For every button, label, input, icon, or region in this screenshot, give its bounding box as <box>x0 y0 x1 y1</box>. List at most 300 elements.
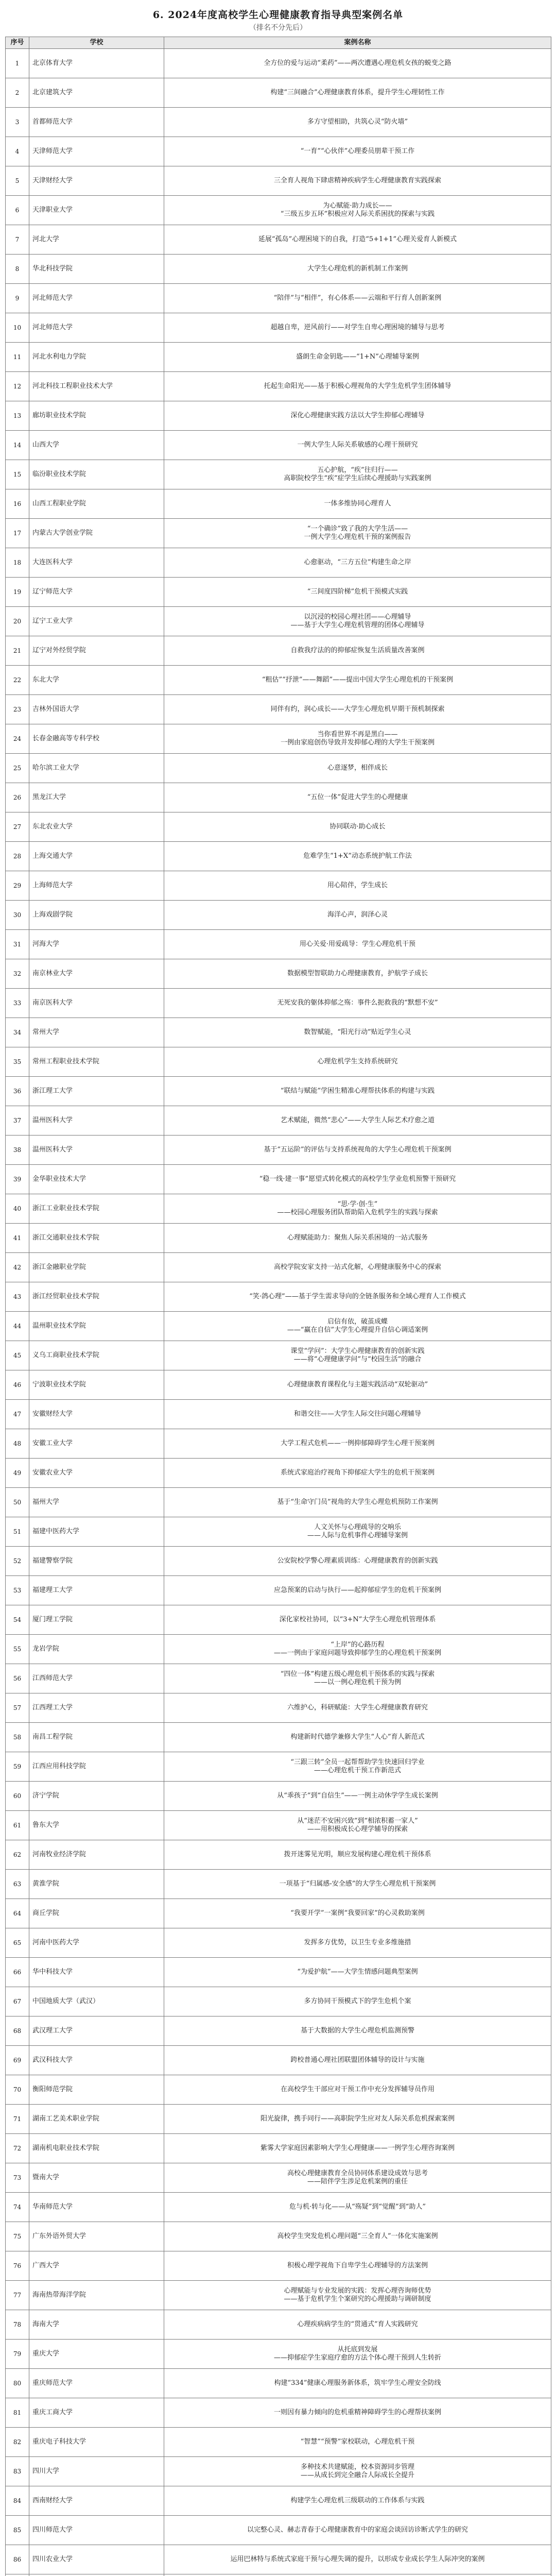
table-row <box>6 1282 551 1312</box>
row-number: 70 <box>6 2075 29 2105</box>
row-number: 5 <box>6 166 29 196</box>
case-name-line: 心理健康教育课程化与主题实践活动“双轮驱动” <box>287 1381 428 1388</box>
case-name-line: “一个确诊”致了我的大学生活—— <box>307 525 408 533</box>
row-number: 73 <box>6 2163 29 2193</box>
school-name: 长春金融高等专科学校 <box>29 724 164 754</box>
row-number: 13 <box>6 401 29 431</box>
row-number: 75 <box>6 2222 29 2251</box>
case-name-line: 启信有依，破茧成蝶 <box>327 1318 388 1326</box>
case-name <box>164 1224 551 1253</box>
case-name-line: 一例大学生人际关系敏感的心理干预研究 <box>297 441 418 449</box>
row-number: 30 <box>6 901 29 930</box>
table-row <box>6 2545 551 2574</box>
case-name-line: “上岸”的心路历程 <box>331 1641 385 1649</box>
case-name-line: 危与机·转与化——从“殇疑”到“觉醒”到“助人” <box>289 2203 426 2211</box>
case-name-line: 高职院校学生“疾”症学生后续心理援助与实践案例 <box>284 474 431 482</box>
case-name-line: 基于“生命守门员”视角的大学生心理危机预防工作案例 <box>277 1498 438 1506</box>
case-name-line: “四位一体”构建五级心理危机干预体系的实践与探索 <box>280 1670 435 1678</box>
school-name <box>29 2574 164 2576</box>
case-name-line: 以完整心灵、赫志青春于心理健康教育中的家庭会谈回访诊断式学生的研究 <box>247 2526 468 2534</box>
header-case: 案例名称 <box>164 37 551 49</box>
row-number: 20 <box>6 607 29 636</box>
table-row <box>6 1488 551 1517</box>
case-name-line: 三全育人视角下肆虐精神疾病学生心理健康教育实践探索 <box>273 177 441 184</box>
row-number: 55 <box>6 1635 29 1664</box>
case-name-line: “粗估”“抒泄”——舞蹈”——提出中国大学生心理危机的干预案例 <box>262 676 454 684</box>
table-row <box>6 2046 551 2075</box>
case-name-line: 超越自卑，逆风前行——对学生自卑心理困境的辅导与思考 <box>270 324 445 331</box>
table-row <box>6 2486 551 2516</box>
table-row <box>6 431 551 460</box>
case-name-line: 盛朗生命金钥匙——“1+N”心理辅导案例 <box>296 353 419 361</box>
row-number: 46 <box>6 1370 29 1400</box>
row-number: 83 <box>6 2457 29 2486</box>
school-name: 重庆大学 <box>29 2340 164 2369</box>
case-name-line: “三间度四阶梯”危机干预模式实践 <box>307 588 408 596</box>
table-row <box>6 2281 551 2310</box>
case-name-line: ——抑郁症学生家庭疗愈的方法个体心理干预到人生转折 <box>273 2354 441 2362</box>
case-name <box>164 901 551 930</box>
case-name-line: ——人际与危机事件心理辅导案例 <box>307 1532 408 1539</box>
row-number: 21 <box>6 636 29 666</box>
school-name: 浙江理工大学 <box>29 1077 164 1106</box>
case-name-line: 大学工程式危机——一例抑郁障碍学生心理干预案例 <box>280 1439 435 1447</box>
school-name: 福建中医药大学 <box>29 1517 164 1547</box>
school-name: 江西师范大学 <box>29 1664 164 1693</box>
case-name-line: 系统式家庭治疗视角下抑郁症大学生的危机干预案例 <box>280 1469 435 1477</box>
case-name-line: “为爱护航”——大学生情感问题典型案例 <box>297 1968 418 1976</box>
case-name-line: 海洋心声，润泽心灵 <box>327 911 388 919</box>
school-name: 安徽农业大学 <box>29 1459 164 1488</box>
row-number: 51 <box>6 1517 29 1547</box>
row-number: 49 <box>6 1459 29 1488</box>
row-number: 50 <box>6 1488 29 1517</box>
case-name-line: 多方守望相助，共筑心灵“防火墙” <box>307 118 408 126</box>
row-number: 26 <box>6 783 29 812</box>
table-row <box>6 1253 551 1282</box>
case-name-line: “五位一体”促进大学生的心理健康 <box>307 793 408 801</box>
row-number: 8 <box>6 255 29 284</box>
case-name <box>164 2105 551 2134</box>
case-name-line: 在高校学生干部应对干预工作中充分发挥辅导员作用 <box>280 2086 435 2093</box>
school-name: 常州大学 <box>29 1018 164 1047</box>
school-name: 上海戏剧学院 <box>29 901 164 930</box>
table-row <box>6 1635 551 1664</box>
table-row <box>6 225 551 255</box>
case-name-line: ——“赢在自信”大学生心理提升自信心调适案例 <box>287 1326 428 1334</box>
school-name: 湖南机电职业技术学院 <box>29 2134 164 2163</box>
case-name-line: “思·学·创·生” <box>337 1200 378 1208</box>
school-name: 华南师范大学 <box>29 2193 164 2222</box>
table-row <box>6 1782 551 1811</box>
row-number: 44 <box>6 1312 29 1341</box>
case-name <box>164 578 551 607</box>
case-name-line: ——校园心理服务团队帮助陷入危机学生的实践与探索 <box>277 1209 438 1216</box>
case-name-line: 构建“334”健康心理服务新体系，筑牢学生心理安全防线 <box>274 2379 441 2387</box>
school-name: 南京林业大学 <box>29 959 164 989</box>
table-row <box>6 1840 551 1870</box>
case-name <box>164 1370 551 1400</box>
case-name <box>164 460 551 489</box>
case-name <box>164 2310 551 2340</box>
school-name: 广东外语外贸大学 <box>29 2222 164 2251</box>
table-row <box>6 1664 551 1693</box>
case-name-line: 艺术赋能，微然“悲心”——大学生人际艺术疗愈之道 <box>280 1116 435 1124</box>
case-name-line: 和谐交往——大学生人际交往问题心理辅导 <box>293 1410 421 1418</box>
table-row <box>6 2428 551 2457</box>
table-row <box>6 1928 551 1958</box>
case-name <box>164 1547 551 1576</box>
school-name: 河南中医药大学 <box>29 1928 164 1958</box>
case-name-line: 托起生命阳光——基于积极心理视角的大学生危机学生团体辅导 <box>264 382 451 390</box>
table-row <box>6 607 551 636</box>
case-name-line: ——基于大学生心理危机管理的团体心理辅导 <box>290 621 425 629</box>
school-name: 金华职业技术大学 <box>29 1165 164 1194</box>
case-name <box>164 1782 551 1811</box>
case-list-table <box>5 37 551 2576</box>
row-number: 12 <box>6 372 29 401</box>
case-name <box>164 1840 551 1870</box>
case-name-line: ——将“心理健康学问”与“校园生活”的融合 <box>293 1355 422 1363</box>
school-name: 天津财经大学 <box>29 166 164 196</box>
table-row <box>6 489 551 519</box>
table-row <box>6 2310 551 2340</box>
case-name <box>164 1693 551 1723</box>
school-name: 河北师范大学 <box>29 313 164 343</box>
school-name: 宁波职业技术学院 <box>29 1370 164 1400</box>
row-number: 48 <box>6 1429 29 1459</box>
case-name-line: 从托底到发展 <box>337 2346 378 2353</box>
case-name-line: 用心陪伴，学生成长 <box>327 882 388 889</box>
case-name-line: 多种技术共建赋能，校本资源同步管理 <box>300 2463 414 2471</box>
case-name <box>164 1341 551 1370</box>
row-number: 62 <box>6 1840 29 1870</box>
table-row <box>6 108 551 137</box>
row-number: 63 <box>6 1870 29 1899</box>
case-name-line: 从“迷茫不安困兴致”到“相浓积蓄一家人” <box>297 1817 418 1825</box>
case-name <box>164 2457 551 2486</box>
table-row <box>6 284 551 313</box>
case-name <box>164 1018 551 1047</box>
row-number: 82 <box>6 2428 29 2457</box>
table-row <box>6 372 551 401</box>
row-number: 31 <box>6 930 29 959</box>
row-number: 17 <box>6 519 29 548</box>
case-name-line: ——以一例心理危机干预为例 <box>314 1679 401 1686</box>
row-number: 52 <box>6 1547 29 1576</box>
school-name: 北京体育大学 <box>29 49 164 78</box>
case-name-line: “我要开学”一案例“我要回家”的心灵救助案例 <box>290 1909 425 1917</box>
table-row <box>6 137 551 166</box>
row-number: 6 <box>6 196 29 225</box>
school-name: 上海师范大学 <box>29 871 164 901</box>
row-number: 47 <box>6 1400 29 1429</box>
table-row <box>6 196 551 225</box>
case-name-line: “陪伴”与“相伴”，有心体系——云端和平行育人创新案例 <box>273 294 442 302</box>
row-number: 57 <box>6 1693 29 1723</box>
row-number: 85 <box>6 2516 29 2545</box>
case-name-line: 高校心理健康教育全员协同体系建设成效与思考 <box>287 2170 428 2177</box>
row-number: 19 <box>6 578 29 607</box>
row-number: 84 <box>6 2486 29 2516</box>
table-row <box>6 724 551 754</box>
table-row <box>6 1899 551 1928</box>
row-number: 23 <box>6 695 29 724</box>
case-name-line: ——基于危机学生个案研究的心理援助与调研制度 <box>284 2295 431 2303</box>
table-row <box>6 2075 551 2105</box>
row-number: 22 <box>6 666 29 695</box>
row-number: 59 <box>6 1752 29 1782</box>
case-name <box>164 2545 551 2574</box>
school-name: 吉林外国语大学 <box>29 695 164 724</box>
table-row <box>6 1459 551 1488</box>
row-number: 11 <box>6 343 29 372</box>
row-number: 67 <box>6 1987 29 2016</box>
case-name-line: 一项基于“归属感-安全感”的大学生心理危机干预案例 <box>279 1880 436 1888</box>
case-name <box>164 2222 551 2251</box>
case-name-line: 以沉浸的校园心理社团——心理辅导 <box>304 613 411 621</box>
case-name <box>164 724 551 754</box>
case-name <box>164 548 551 578</box>
table-row <box>6 2105 551 2134</box>
school-name: 浙江交通职业技术学院 <box>29 1224 164 1253</box>
table-row <box>6 2251 551 2281</box>
school-name: 浙江金融职业学院 <box>29 1253 164 1282</box>
row-number: 53 <box>6 1576 29 1605</box>
case-name <box>164 2251 551 2281</box>
case-name <box>164 1400 551 1429</box>
school-name: 河海大学 <box>29 930 164 959</box>
table-row <box>6 313 551 343</box>
school-name: 黑龙江大学 <box>29 783 164 812</box>
row-number: 2 <box>6 78 29 108</box>
row-number: 27 <box>6 812 29 842</box>
school-name: 西南财经大学 <box>29 2486 164 2516</box>
row-number: 78 <box>6 2310 29 2340</box>
case-name-line: 人文关怀与心理疏导的交响乐 <box>314 1523 401 1531</box>
table-row <box>6 930 551 959</box>
case-name-line: 跨校普通心理社团联盟团体辅导的设计与实施 <box>290 2056 425 2064</box>
table-row <box>6 959 551 989</box>
row-number: 28 <box>6 842 29 871</box>
row-number: 86 <box>6 2545 29 2574</box>
case-name-line: 拨开迷雾见光明，顺应发展构建心理危机干预体系 <box>284 1851 431 1858</box>
row-number: 14 <box>6 431 29 460</box>
school-name: 常州工程职业技术学院 <box>29 1047 164 1077</box>
table-row <box>6 1605 551 1635</box>
header-school: 学校 <box>29 37 164 49</box>
school-name: 温州医科大学 <box>29 1136 164 1165</box>
case-name-line: 一则因有暴力倾向的危机重精神障碍学生的心理帮扶案例 <box>273 2409 441 2416</box>
row-number: 72 <box>6 2134 29 2163</box>
table-row <box>6 1693 551 1723</box>
case-name <box>164 930 551 959</box>
school-name: 河北师范大学 <box>29 284 164 313</box>
row-number: 69 <box>6 2046 29 2075</box>
row-number: 60 <box>6 1782 29 1811</box>
row-number: 4 <box>6 137 29 166</box>
school-name: 南昌工程学院 <box>29 1723 164 1752</box>
case-name-line: “智慧”“预警”家校联动，心理危机干预 <box>300 2438 415 2446</box>
case-name <box>164 607 551 636</box>
school-name: 廊坊职业技术学院 <box>29 401 164 431</box>
case-name-line: 同伴有约，润心成长——大学生心理危机早期干预机制探索 <box>270 705 445 713</box>
table-row <box>6 871 551 901</box>
case-name-line: 自救我疗法的的抑郁症恢复生活质量改善案例 <box>290 647 425 654</box>
table-row <box>6 2398 551 2428</box>
case-name-line: 一体多维协同心理育人 <box>324 500 391 507</box>
case-name <box>164 1106 551 1136</box>
school-name: 河北水利电力学院 <box>29 343 164 372</box>
school-name: 暨南大学 <box>29 2163 164 2193</box>
table-row <box>6 1547 551 1576</box>
case-name-line: 心理危机学生支持系统研究 <box>317 1058 398 1065</box>
table-row <box>6 519 551 548</box>
case-name <box>164 2428 551 2457</box>
table-row <box>6 1987 551 2016</box>
school-name: 武汉科技大学 <box>29 2046 164 2075</box>
table-row <box>6 1341 551 1370</box>
table-row <box>6 1224 551 1253</box>
table-row <box>6 1517 551 1547</box>
case-name-line: 无死安我的躯体抑郁之殇：事件么扼救我的“默想不安” <box>277 999 438 1007</box>
row-number: 25 <box>6 754 29 783</box>
row-number: 10 <box>6 313 29 343</box>
row-number: 37 <box>6 1106 29 1136</box>
case-name <box>164 989 551 1018</box>
school-name: 临汾职业技术学院 <box>29 460 164 489</box>
table-row <box>6 548 551 578</box>
case-name-line: 公安院校学警心理素质训练：心理健康教育的创新实践 <box>277 1557 438 1565</box>
case-name-line: 发挥多方优势，以卫生专业多维施措 <box>304 1939 411 1946</box>
row-number: 45 <box>6 1341 29 1370</box>
school-name: 华中科技大学 <box>29 1958 164 1987</box>
school-name: 天津职业大学 <box>29 196 164 225</box>
case-name <box>164 959 551 989</box>
case-name-line: 为心赋能·助力成长—— <box>323 202 392 210</box>
case-name <box>164 2163 551 2193</box>
school-name: 黄淮学院 <box>29 1870 164 1899</box>
case-name-line: 紫雾大学家庭因素影响大学生心理健康——一例学生心理咨询案例 <box>260 2144 455 2152</box>
table-row <box>6 1752 551 1782</box>
case-name-line: 应急预案的启动与执行——起抑郁症学生的危机干预案例 <box>273 1586 441 1594</box>
case-name <box>164 49 551 78</box>
row-number: 39 <box>6 1165 29 1194</box>
row-number: 77 <box>6 2281 29 2310</box>
case-name <box>164 1987 551 2016</box>
row-number: 16 <box>6 489 29 519</box>
table-row <box>6 2222 551 2251</box>
case-name-line: 深化心理健康实践方法以大学生抑郁心理辅导 <box>290 412 425 419</box>
case-name <box>164 1517 551 1547</box>
case-name <box>164 372 551 401</box>
school-name: 鲁东大学 <box>29 1811 164 1840</box>
table-header-row <box>6 37 551 49</box>
school-name: 上海交通大学 <box>29 842 164 871</box>
school-name: 福建理工大学 <box>29 1576 164 1605</box>
case-name <box>164 695 551 724</box>
school-name: 山西工程职业学院 <box>29 489 164 519</box>
table-row <box>6 1811 551 1840</box>
table-row <box>6 78 551 108</box>
table-row <box>6 401 551 431</box>
case-name <box>164 1459 551 1488</box>
case-name <box>164 754 551 783</box>
case-name-line: “稳一线·建一事”愿望式转化模式的高校学生学业危机预警干预研究 <box>259 1175 456 1183</box>
case-name <box>164 1928 551 1958</box>
case-name-line: 深化家校社协同，以“3+N”大学生心理危机管理体系 <box>279 1616 436 1623</box>
row-number <box>6 2574 29 2576</box>
school-name: 辽宁对外经贸学院 <box>29 636 164 666</box>
school-name: 首都师范大学 <box>29 108 164 137</box>
row-number: 33 <box>6 989 29 1018</box>
row-number: 15 <box>6 460 29 489</box>
table-row <box>6 2340 551 2369</box>
case-name-line: 运用巴林特与系统式家庭干预与心理失调的提升，以形成专业成长学生人际冲突的案例 <box>230 2555 485 2563</box>
case-name <box>164 1253 551 1282</box>
row-number: 71 <box>6 2105 29 2134</box>
case-name <box>164 2281 551 2310</box>
table-row <box>6 754 551 783</box>
school-name: 安徽工业大学 <box>29 1429 164 1459</box>
case-name <box>164 313 551 343</box>
case-name-line: 协同联动·助心成长 <box>329 823 386 831</box>
school-name: 辽宁师范大学 <box>29 578 164 607</box>
row-number: 76 <box>6 2251 29 2281</box>
school-name: 内蒙古大学创业学院 <box>29 519 164 548</box>
row-number: 29 <box>6 871 29 901</box>
table-row <box>6 2163 551 2193</box>
case-name <box>164 2193 551 2222</box>
case-name <box>164 2016 551 2046</box>
case-name <box>164 812 551 842</box>
case-name-line: 多方协同干预模式下的学生危机个案 <box>304 1997 411 2005</box>
case-name-line: ——从成长到完全融合人际成长全提升 <box>300 2471 414 2479</box>
table-row <box>6 695 551 724</box>
case-name-line: 大学生心理危机的新机制工作案例 <box>307 265 408 273</box>
case-name <box>164 78 551 108</box>
table-row <box>6 1429 551 1459</box>
case-name-line: 六维护心，科研赋能：大学生心理健康教育研究 <box>287 1704 428 1711</box>
case-name-line: 五心护航，“疾”往归行—— <box>317 466 398 474</box>
case-name <box>164 108 551 137</box>
row-number: 56 <box>6 1664 29 1693</box>
case-name-line: “联结与赋能”学困生精准心理帮扶体系的构建与实践 <box>280 1087 435 1095</box>
table-row <box>6 2574 551 2576</box>
case-name <box>164 2486 551 2516</box>
school-name: 南京医科大学 <box>29 989 164 1018</box>
case-name-line: “一育”“心伙伴”心理委员朋辈干预工作 <box>300 147 415 155</box>
table-row <box>6 1018 551 1047</box>
school-name: 安徽财经大学 <box>29 1400 164 1429</box>
row-number: 3 <box>6 108 29 137</box>
school-name: 北京建筑大学 <box>29 78 164 108</box>
case-name-line: “笑·鸽心理”——基于学生需求导向的全链条服务和全域心理育人工作模式 <box>249 1293 466 1300</box>
row-number: 36 <box>6 1077 29 1106</box>
row-number: 58 <box>6 1723 29 1752</box>
school-name: 重庆电子科技大学 <box>29 2428 164 2457</box>
school-name: 湖南工艺美术职业学院 <box>29 2105 164 2134</box>
table-row <box>6 2457 551 2486</box>
case-name <box>164 1870 551 1899</box>
case-name-line: 高校学院安家支持一站式化解，心理健康服务中心的探索 <box>273 1263 441 1271</box>
row-number: 7 <box>6 225 29 255</box>
school-name: 厦门理工学院 <box>29 1605 164 1635</box>
case-name <box>164 225 551 255</box>
table-row <box>6 255 551 284</box>
row-number: 32 <box>6 959 29 989</box>
school-name: 浙江工业职业技术学院 <box>29 1194 164 1224</box>
